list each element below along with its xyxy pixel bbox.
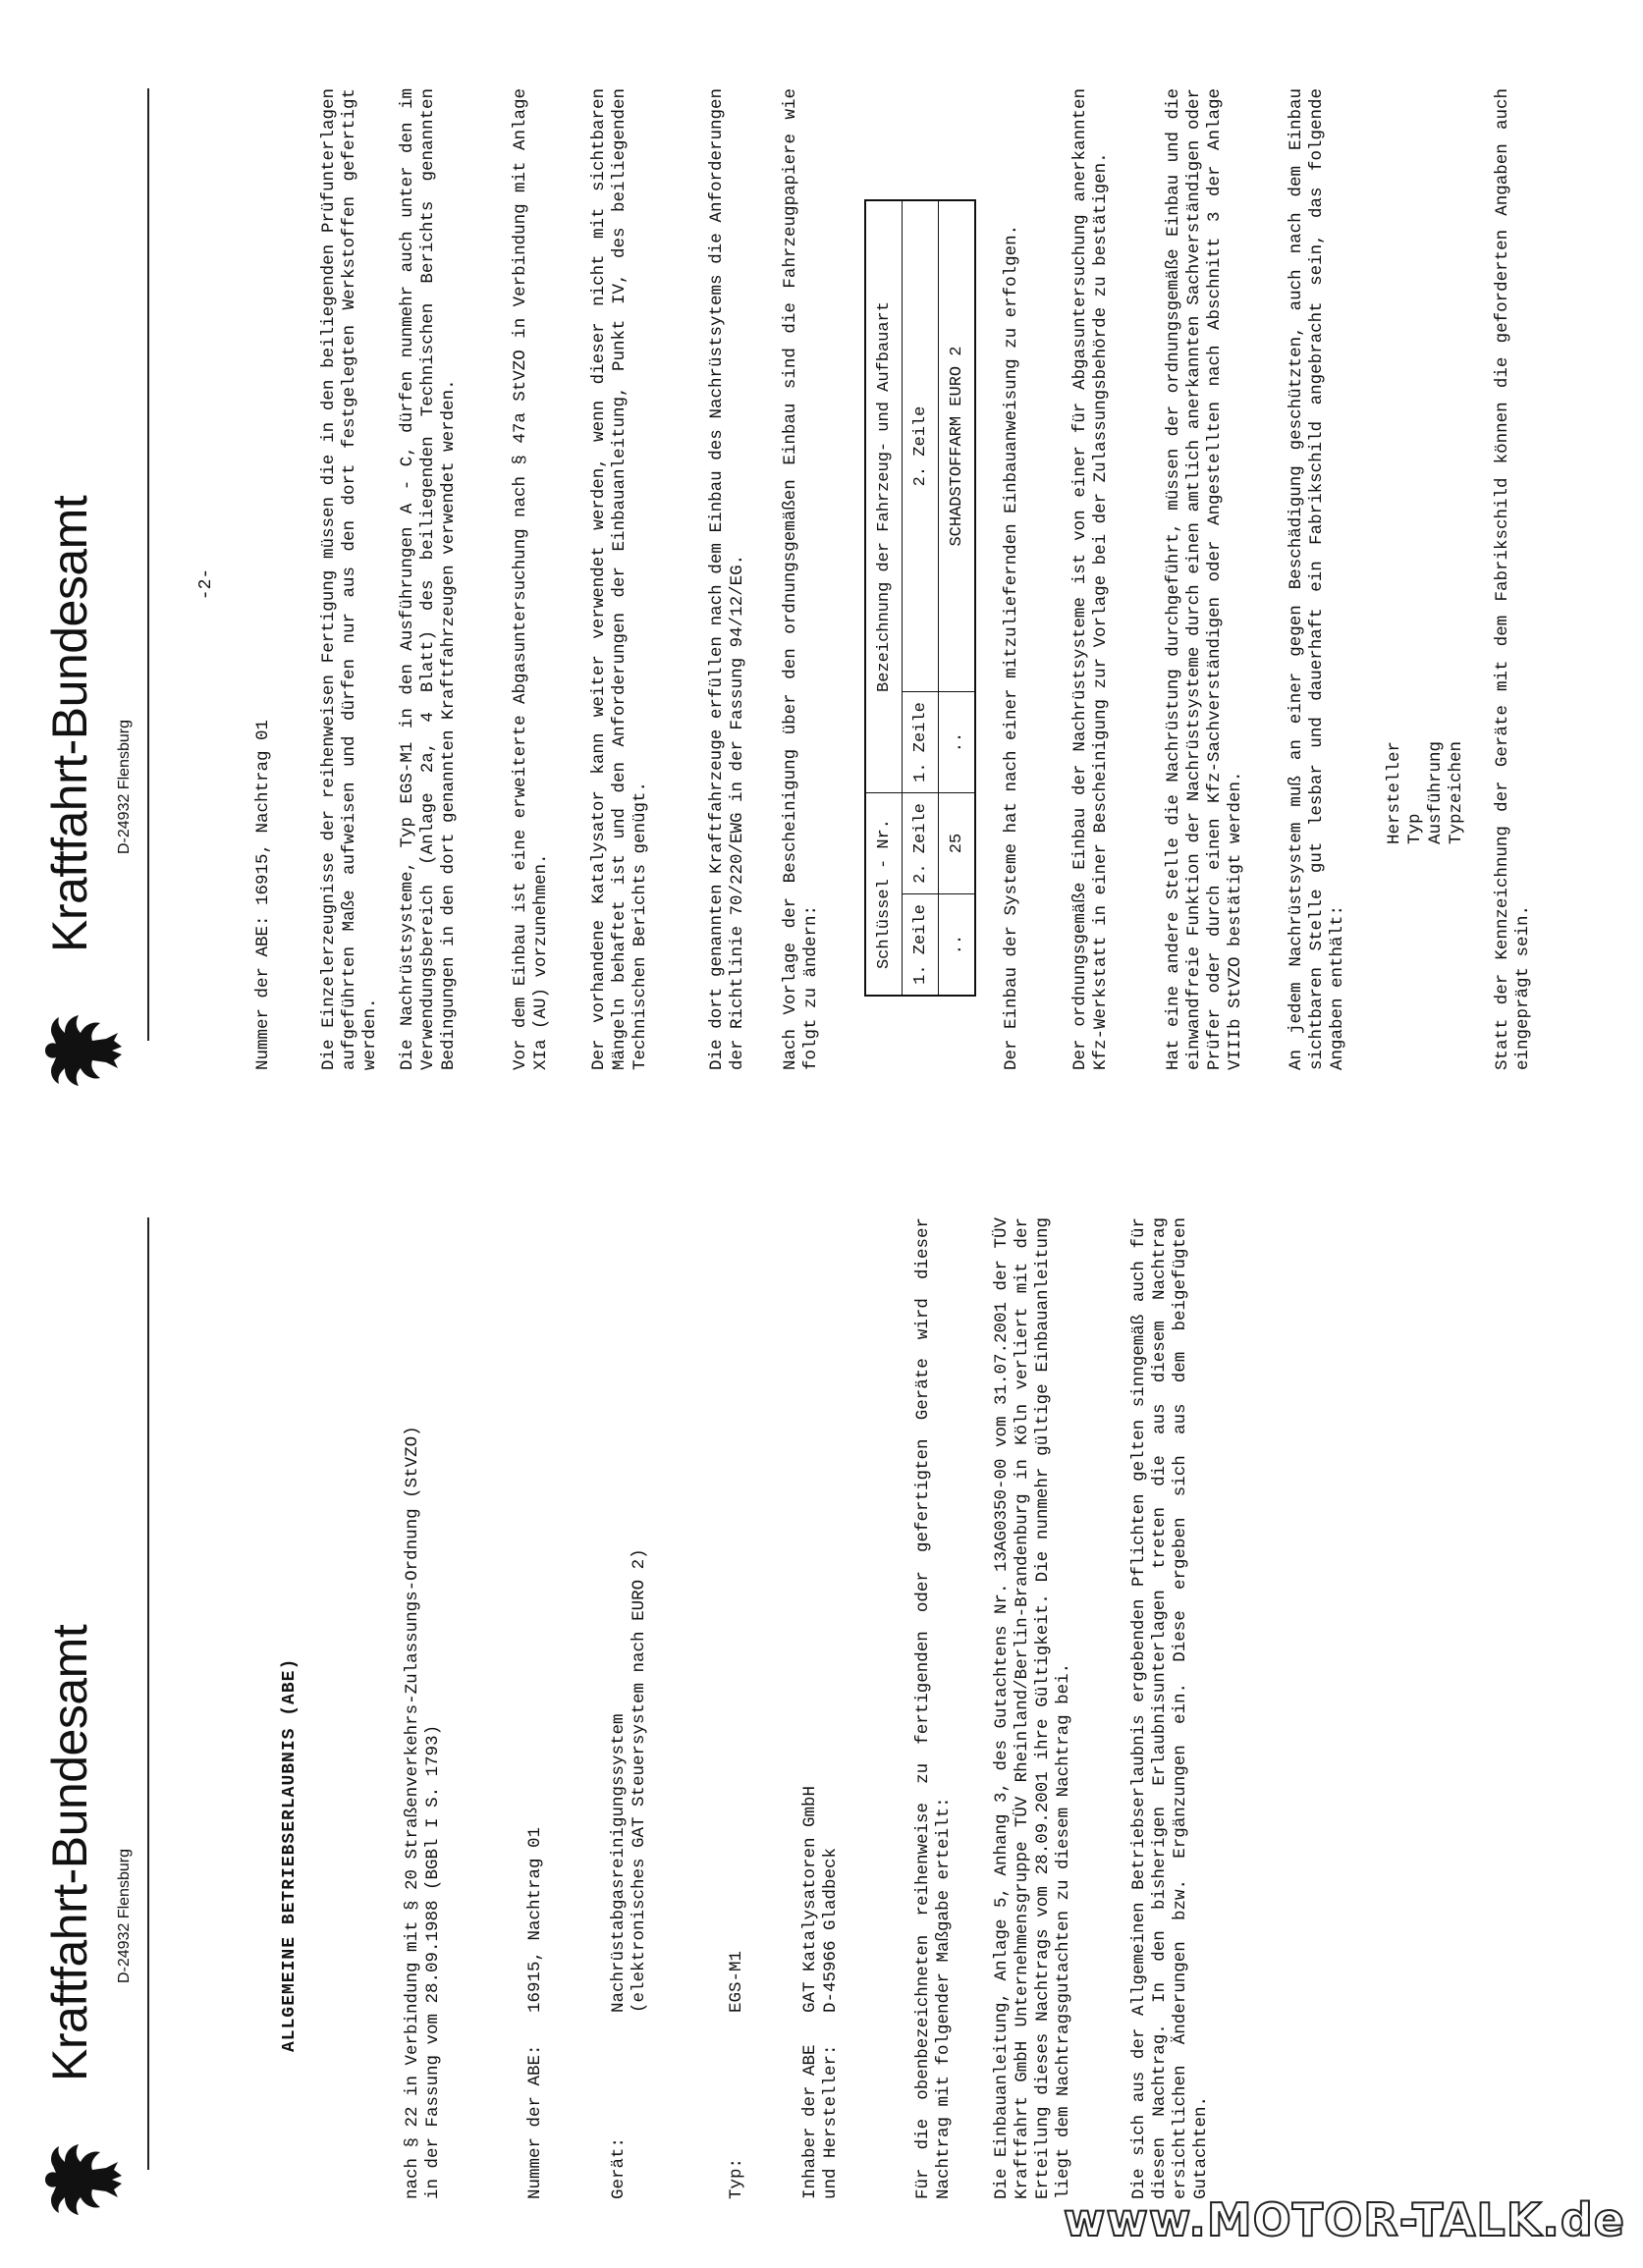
table-header-row (865, 200, 903, 996)
header-rule (147, 88, 149, 1041)
page-header (27, 69, 175, 1100)
paragraph: Die Nachrüstsysteme, Typ EGS-M1 in den Ausführungen A - C, dürfen nunmehr auch unter den im Verwendungsbereich (Anlage 2a, 4 Blatt) des beiliegenden Technischen Berichts genannten Bedingungen in den dort genannten Kraftfahrzeugen verwendet werden. (398, 88, 459, 1070)
vehicle-papers-table (864, 199, 976, 997)
paragraph: Der vorhandene Katalysator kann weiter verwendet werden, wenn dieser nicht mit sichtbaren Mängeln behaftet ist und den Anforderungen der Einbauanleitung, Punkt IV, des beiliegenden Technischen Berichts genügt. (589, 88, 650, 1070)
page-header (27, 1198, 175, 2229)
agency-city: D-24932 Flensburg (116, 720, 133, 854)
agency-name: Kraftfahrt-Bundesamt (42, 1624, 97, 2081)
table-subheader-row (903, 200, 939, 996)
reference-line: Nummer der ABE: 16915, Nachtrag 01 (253, 719, 273, 1070)
table-header-cell: Schlüssel - Nr. (865, 793, 903, 997)
paragraph: Der Einbau der Systeme hat nach einer mitzuliefernden Einbauanweisung zu erfolgen. (1002, 224, 1021, 1070)
paragraph: Die Einbauanleitung, Anlage 5, Anhang 3, des Gutachtens Nr. 13AG0350-00 vom 31.07.2001 der TÜV Kraftfahrt GmbH Unternehmensgruppe TÜV Rheinland/Berlin-Brandenburg in Köln verliert mit der Erteilung dieses Nachtrags vom 28.09.2001 ihre Gültigkeit. Die nunmehr gültige Einbauanleitung liegt dem Nachtragsgutachten zu diesem Nachtrag bei. (992, 1217, 1073, 2199)
field-value: GAT Katalysatoren GmbH D-45966 Gladbeck (800, 1785, 841, 2013)
paragraph: Statt der Kennzeichnung der Geräte mit dem Fabrikschild können die geforderten Angaben auch eingeprägt sein. (1493, 88, 1533, 1070)
field-value: Nachrüstabgasreinigungssystem (elektronisches GAT Steuersystem nach EURO 2) (609, 1548, 649, 2013)
field-value: 16915, Nachtrag 01 (525, 1826, 545, 2013)
paragraph: Vor dem Einbau ist eine erweiterte Abgasuntersuchung nach § 47a StVZO in Verbindung mit Anlage XIa (AU) vorzunehmen. (511, 88, 551, 1070)
field-label: Inhaber der ABE und Hersteller: (800, 2044, 841, 2199)
page-1 (0, 1159, 1643, 2268)
document-title: ALLGEMEINE BETRIEBSERLAUBNIS (ABE) (280, 1657, 300, 2052)
table-header-cell: 2. Zeile (903, 793, 939, 894)
table-header-cell: Bezeichnung der Fahrzeug- und Aufbauart (865, 200, 903, 793)
legal-basis: nach § 22 in Verbindung mit § 20 Straßenverkehrs-Zulassungs-Ordnung (StVZO) in der Fassung vom 28.09.1988 (BGBl I S. 1793) (403, 1426, 443, 2199)
site-watermark: www.MOTOR-TALK.de (1063, 2193, 1625, 2246)
field-label: Typ: (727, 2157, 746, 2199)
field-label: Nummer der ABE: (525, 2044, 545, 2199)
federal-eagle-icon (37, 2140, 126, 2219)
table-header-cell: 1. Zeile (903, 894, 939, 997)
field-value: EGS-M1 (727, 1950, 746, 2013)
paragraph: Nach Vorlage der Bescheinigung über den ordnungsgemäßen Einbau sind die Fahrzeugpapiere wie folgt zu ändern: (781, 88, 821, 1070)
paragraph: Die sich aus der Allgemeinen Betriebserlaubnis ergebenden Pflichten gelten sinngemäß auch für diesen Nachtrag. In den bisherigen Erlaubnisunterlagen treten die aus diesem Nachtrag ersichtlichen Änderungen bzw. Ergänzungen ein. Diese ergeben sich aus dem beigefügten Gutachten. (1129, 1217, 1211, 2199)
table-row (939, 200, 976, 996)
agency-name: Kraftfahrt-Bundesamt (42, 495, 97, 952)
field-label: Gerät: (609, 2136, 629, 2199)
page-2 (0, 29, 1643, 1139)
list-item: Typ (1405, 813, 1425, 844)
table-cell: .. (939, 894, 976, 997)
table-cell: SCHADSTOFFARM EURO 2 (939, 200, 976, 692)
paragraph: Die dort genannten Kraftfahrzeuge erfüllen nach dem Einbau des Nachrüstsytems die Anforderungen der Richtlinie 70/220/EWG in der Fassung 94/12/EG. (707, 88, 747, 1070)
table-cell: 25 (939, 793, 976, 894)
table-header-cell: 1. Zeile (903, 692, 939, 793)
federal-eagle-icon (37, 1011, 126, 1090)
nameplate-list (1385, 741, 1467, 844)
header-rule (147, 1217, 149, 2170)
paragraph: Der ordnungsgemäße Einbau der Nachrüstsysteme ist von einer für Abgasuntersuchung anerkannten Kfz-Werkstatt in einer Bescheinigung zur Vorlage bei der Zulassungsbehörde zu bestätigen. (1070, 88, 1111, 1070)
agency-city: D-24932 Flensburg (116, 1849, 133, 1983)
table-header-cell: 2. Zeile (903, 200, 939, 692)
paragraph: Die Einzelerzeugnisse der reihenweisen Fertigung müssen die in den beiliegenden Prüfunterlagen aufgeführten Maße aufweisen und dürfen nur aus den dort festgelegten Werkstoffen gefertigt werden. (319, 88, 380, 1070)
page-number: -2- (196, 567, 216, 601)
table-cell: .. (939, 692, 976, 793)
paragraph: Für die obenbezeichneten reihenweise zu fertigenden oder gefertigten Geräte wird dieser Nachtrag mit folgender Maßgabe erteilt: (913, 1217, 954, 2199)
list-item: Ausführung (1426, 740, 1446, 844)
paragraph: An jedem Nachrüstsystem muß an einer gegen Beschädigung geschützten, auch nach dem Einbau sichtbaren Stelle gut lesbar und dauerhaft ein Fabrikschild angebracht sein, das folgende Angaben enthält: (1287, 88, 1347, 1070)
paragraph: Hat eine andere Stelle die Nachrüstung durchgeführt, müssen der ordnungsgemäße Einbau und die einwandfreie Funktion der Nachrüstsysteme durch einen amtlich anerkannten Sachverständigen oder Prüfer oder durch einen Kfz-Sachverständigen oder Angestellten nach Abschnitt 3 der Anlage VIIIb StVZO bestätigt werden. (1164, 88, 1245, 1070)
list-item: Typzeichen (1447, 740, 1466, 844)
list-item: Hersteller (1385, 740, 1404, 844)
